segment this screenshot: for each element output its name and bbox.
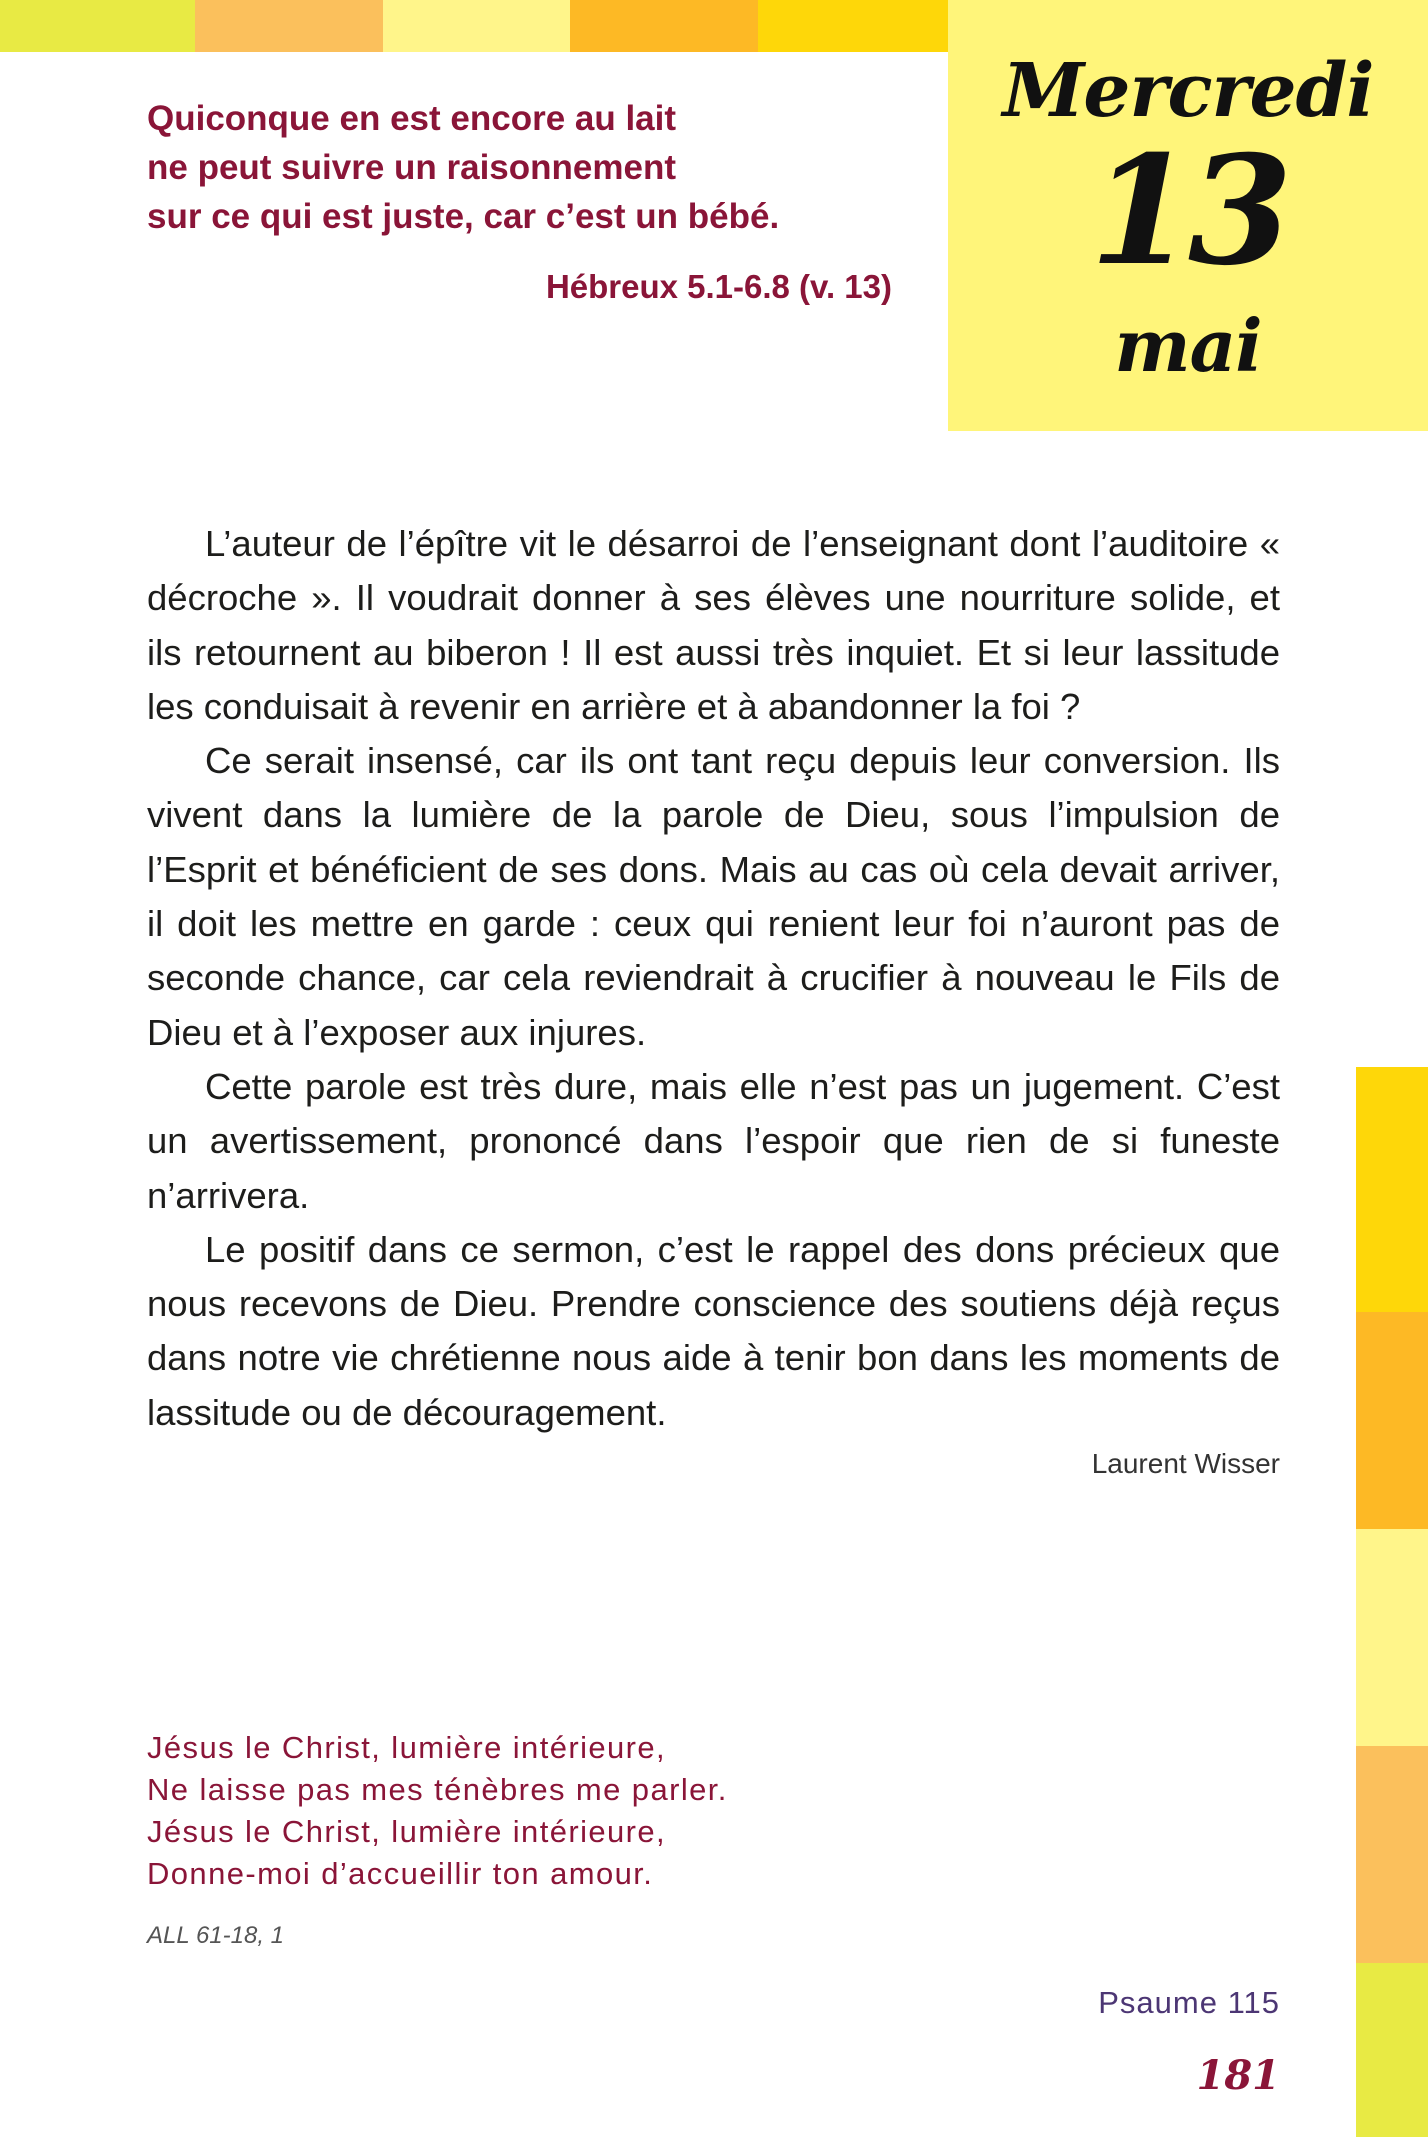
date-day-number: 13 <box>1089 123 1287 299</box>
psalm-reference: Psaume 115 <box>1098 1985 1280 2020</box>
date-weekday: Mercredi <box>1002 48 1374 134</box>
side-strip-peach <box>1356 1746 1428 1963</box>
hymn-line: Donne-moi d’accueillir ton amour. <box>147 1856 654 1891</box>
side-strip-lime <box>1356 1963 1428 2137</box>
hymn-reference: ALL 61-18, 1 <box>147 1922 285 1949</box>
author-name: Laurent Wisser <box>1091 1448 1280 1479</box>
top-strip-gold <box>758 0 948 52</box>
body-paragraph: Ce serait insensé, car ils ont tant reçu depuis leur conversion. Ils vivent dans la lumière de la parole de Dieu, sous l’impulsion de l’Esprit et bénéficient de ses dons. Mais au cas où cela devait arriver, il doit les mettre en garde : ceux qui renient leur foi n’auront pas de seconde chance, car cela reviendrait à crucifier à nouveau le Fils de Dieu et à l’exposer aux injures. <box>147 740 1280 1053</box>
top-strip-orange <box>570 0 758 52</box>
date-month: mai <box>1114 303 1262 388</box>
hymn-line: Jésus le Christ, lumière intérieure, <box>147 1730 667 1765</box>
epigraph-line: Quiconque en est encore au lait <box>147 99 677 138</box>
body-paragraph: L’auteur de l’épître vit le désarroi de l’enseignant dont l’auditoire « décroche ». Il voudrait donner à ses élèves une nourriture solide, et ils retournent au biberon ! Il est aussi très inquiet. Et si leur lassitude les conduisait à revenir en arrière et à abandonner la foi ? <box>147 523 1280 727</box>
top-strip-lime <box>0 0 195 52</box>
meditation-body <box>147 517 1280 1440</box>
epigraph-line: sur ce qui est juste, car c’est un bébé. <box>147 197 780 236</box>
side-strip-orange <box>1356 1312 1428 1529</box>
side-strip-pale-yellow <box>1356 1529 1428 1746</box>
side-strip-gold <box>1356 1067 1428 1312</box>
top-strip-peach <box>195 0 383 52</box>
hymn-line: Ne laisse pas mes ténèbres me parler. <box>147 1772 728 1807</box>
body-paragraph: Le positif dans ce sermon, c’est le rappel des dons précieux que nous recevons de Dieu. Prendre conscience des soutiens déjà reçus dans notre vie chrétienne nous aide à tenir bon dans les moments de lassitude ou de découragement. <box>147 1228 1280 1433</box>
epigraph-quote <box>147 94 907 241</box>
page-number: 181 <box>1196 2052 1280 2099</box>
top-strip-pale-yellow <box>383 0 570 52</box>
hymn-stanza <box>147 1727 1047 1895</box>
date-box <box>948 0 1428 431</box>
body-paragraph: Cette parole est très dure, mais elle n’est pas un jugement. C’est un avertissement, prononcé dans l’espoir que rien de si funeste n’arrivera. <box>147 1065 1280 1216</box>
epigraph-line: ne peut suivre un raisonnement <box>147 148 676 187</box>
hymn-line: Jésus le Christ, lumière intérieure, <box>147 1814 667 1849</box>
epigraph-reference: Hébreux 5.1-6.8 (v. 13) <box>545 268 892 305</box>
